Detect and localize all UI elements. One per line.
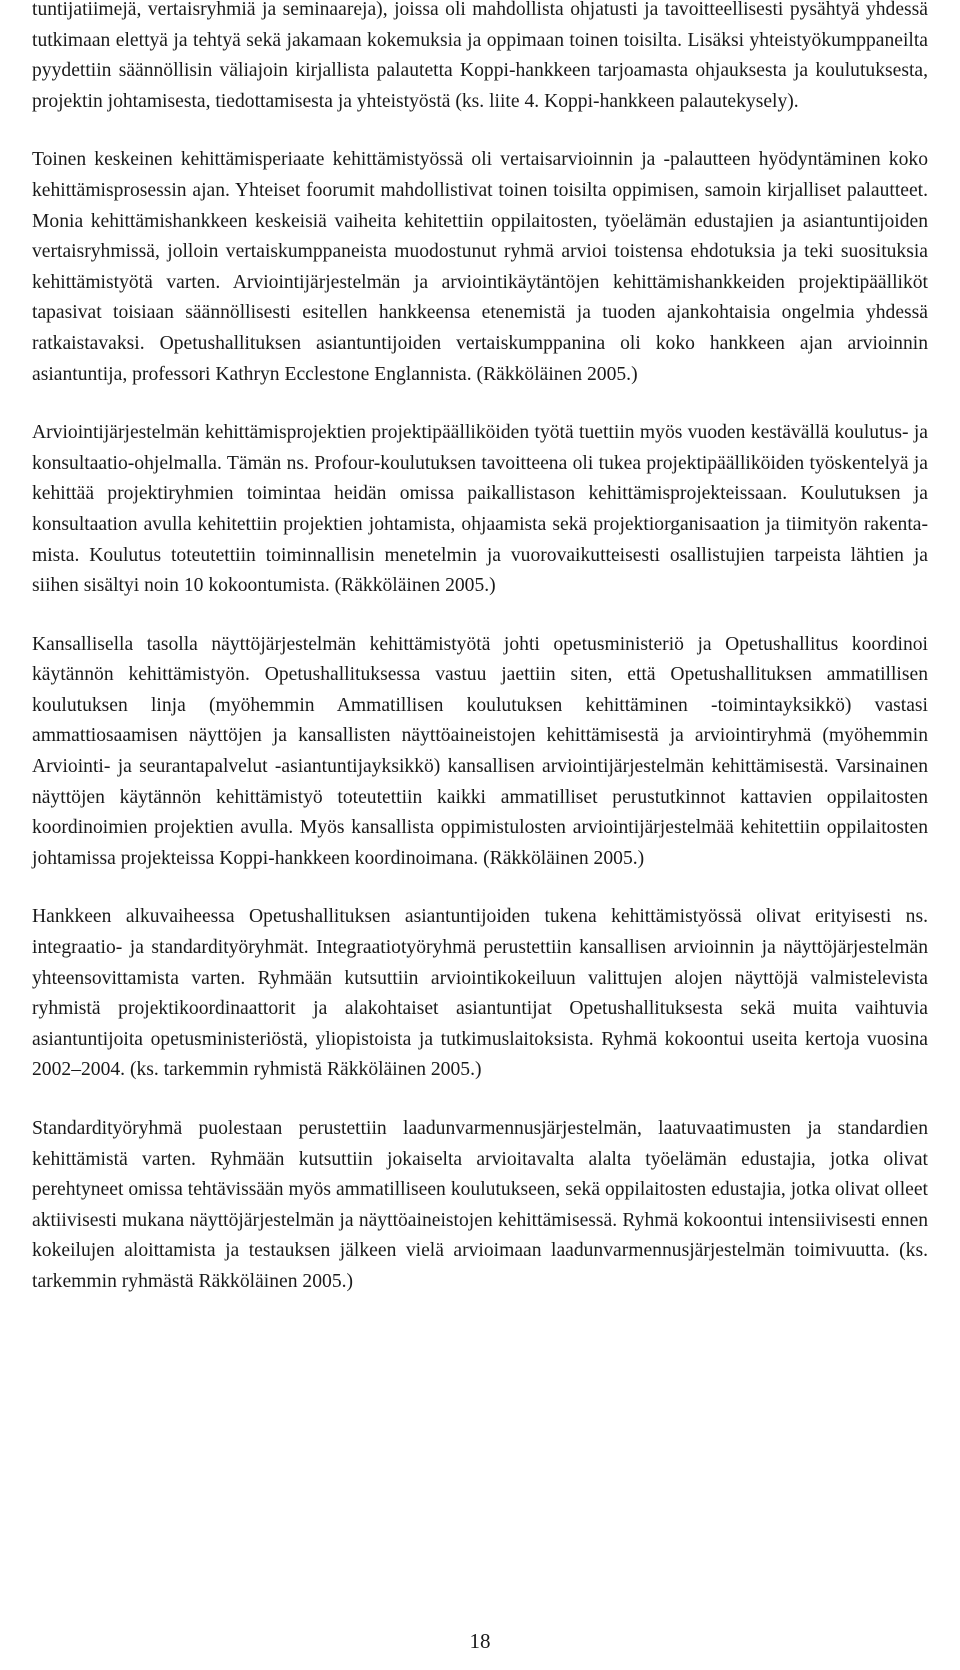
body-paragraph: tuntijatiimejä, vertaisryhmiä ja seminaareja), joissa oli mahdollista ohjatusti ja tavoitteellisesti pysähtyä yhdessä tutkimaan elettyä ja tehtyä sekä jakamaan kokemuksia ja oppimaan toinen toisilta. Lisäksi yhteistyökumppaneilta pyydettiin säännöllisin väliajoin kirjallista palautetta Koppi-hankkeen tarjoamasta ohjauksesta ja koulutuksesta, projektin johtamisesta, tiedottamisesta ja yhteistyöstä (ks. liite 4. Koppi-hankkeen palautekysely). — [32, 0, 928, 112]
body-paragraph: Hankkeen alkuvaiheessa Opetushallituksen asiantuntijoiden tukena kehittämistyössä olivat erityisesti ns. integraatio- ja standardityöryhmät. Integraatiotyöryhmä perustettiin kansallisen arvioinnin ja näyttöjärjestelmän yhteensovittamista varten. Ryhmään kutsuttiin arviointikokeiluun valittujen alojen näyttöjä valmistelevista ryhmistä projektikoordinaattorit ja alakohtaiset asiantuntijat Opetushallituksesta sekä muita vaihtuvia asiantuntijoita opetusministeriöstä, yliopistoista ja tutkimuslaitoksista. Ryhmä kokoontui useita kertoja vuosina 2002–2004. (ks. tarkemmin ryhmistä Räkköläinen 2005.) — [32, 906, 928, 1081]
body-paragraph: Standardityöryhmä puolestaan perustettiin laadunvarmennusjärjestelmän, laatuvaatimusten ja standardien kehittämistä varten. Ryhmään kutsuttiin jokaiselta arvioitavalta alalta työelämän edustajia, jotka olivat perehtyneet omissa tehtävissään myös ammatilliseen koulutukseen, sekä oppilaitosten edustajia, jotka olivat olleet aktiivisesti mukana näyttöjärjestelmän ja näyttöaineistojen kehittämisessä. Ryhmä kokoontui intensiivisesti ennen kokeilujen aloittamista ja testauksen jälkeen vielä arvioimaan laadunvarmennusjärjestelmän toimivuutta. (ks. tarkemmin ryhmästä Räkköläinen 2005.) — [32, 1118, 928, 1292]
body-paragraph: Kansallisella tasolla näyttöjärjestelmän kehittämistyötä johti opetusministeriö ja Opetushallitus koordinoi käytännön kehittämistyön. Opetushallituksessa vastuu jaettiin siten, että Opetushallituksen ammatillisen koulutuksen linja (myöhemmin Ammatillisen koulutuksen kehittäminen -toimintayksikkö) vastasi ammattiosaamisen näyttöjen ja kansallisten näyttöaineistojen kehittämisestä ja arviointiryhmä (myöhemmin Arviointi- ja seurantapalvelut -asiantuntijayksikkö) kansallisen arviointijärjestelmän kehittämisestä. Varsinainen näyttöjen käytännön kehittämistyö toteutettiin kaikki ammatilliset perustutkinnot kattavien oppilaitosten koordinoimien projektien avulla. Myös kansallista oppimistulosten arviointijärjestelmää kehitettiin oppilaitosten johtamissa projekteissa Koppi-hankkeen koordinoimana. (Räkköläinen 2005.) — [32, 633, 928, 869]
document-page — [32, 0, 928, 1326]
page-number: 18 — [469, 1629, 491, 1653]
body-paragraph: Toinen keskeinen kehittämisperiaate kehittämistyössä oli vertaisarvioinnin ja -palautteen hyödyntäminen koko kehittämisprosessin ajan. Yhteiset foorumit mahdollistivat toinen toisilta oppimisen, samoin kirjalliset palautteet. Monia kehittämishankkeen keskeisiä vaiheita kehitettiin oppilaitosten, työelämän edustajien ja asiantuntijoiden vertaisryhmissä, jolloin vertaiskumppaneista muodostunut ryhmä arvioi toistensa ehdotuksia ja teki suosituksia kehittämistyötä varten. Arviointijärjestelmän ja arviointikäytäntöjen kehittämishankkeiden projektipäälliköt tapasivat toisiaan säännöllisesti esitellen hankkeensa etenemistä ja tuoden ajankohtaisia ongelmia yhdessä ratkaistavaksi. Opetushallituksen asiantuntijoiden vertaiskumppanina oli koko hankkeen ajan arvioinnin asiantuntija, professori Kathryn Ecclestone Englannista. (Räkköläinen 2005.) — [32, 149, 928, 385]
body-paragraph: Arviointijärjestelmän kehittämisprojektien projektipäälliköiden työtä tuettiin myös vuoden kestävällä koulutus- ja konsultaatio-ohjelmalla. Tämän ns. Profour-koulutuksen tavoitteena oli tukea projektipäälliköiden työskentelyä ja kehittää projektiryhmien toimintaa heidän omissa paikallistason kehittämisprojekteissaan. Koulutuksen ja konsultaation avulla kehitettiin projektien johtamista, ohjaamista sekä projektiorganisaation ja tiimityön rakentamista. Koulutus toteutettiin toiminnallisin menetelmin ja vuorovaikutteisesti osallistujien tarpeista lähtien ja siihen sisältyi noin 10 kokoontumista. (Räkköläinen 2005.) — [32, 422, 928, 597]
